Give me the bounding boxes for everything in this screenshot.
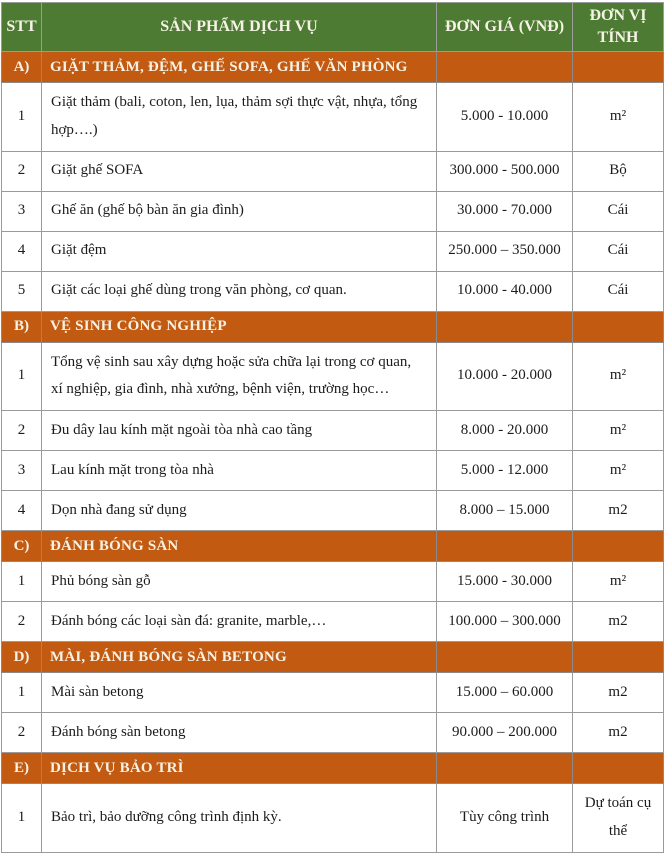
row-price: 15.000 - 30.000 [437,562,573,602]
row-price: 10.000 - 20.000 [437,342,573,411]
table-header-row [2,3,664,52]
row-service: Lau kính mặt trong tòa nhà [42,451,437,491]
section-empty-cell [437,531,573,562]
section-empty-cell [437,642,573,673]
row-price: 30.000 - 70.000 [437,191,573,231]
table-row [2,151,664,191]
table-row [2,231,664,271]
row-service: Phủ bóng sàn gỗ [42,562,437,602]
column-header-unit: ĐƠN VỊ TÍNH [573,3,664,52]
section-letter: A) [2,52,42,83]
column-header-service: SẢN PHẨM DỊCH VỤ [42,3,437,52]
row-service: Giặt thảm (bali, coton, len, lụa, thảm sợi thực vật, nhựa, tổng hợp….) [42,83,437,152]
row-price: 5.000 - 10.000 [437,83,573,152]
section-empty-cell [573,642,664,673]
table-row [2,491,664,531]
section-row-e [2,753,664,784]
row-service: Giặt ghế SOFA [42,151,437,191]
row-unit: Cái [573,191,664,231]
row-stt: 3 [2,451,42,491]
section-empty-cell [573,531,664,562]
section-row-a [2,52,664,83]
row-unit: m2 [573,602,664,642]
section-letter: D) [2,642,42,673]
row-unit: m² [573,562,664,602]
section-title: MÀI, ĐÁNH BÓNG SÀN BETONG [42,642,437,673]
row-service: Đánh bóng sàn betong [42,713,437,753]
row-service: Ghế ăn (ghế bộ bàn ăn gia đình) [42,191,437,231]
section-letter: B) [2,311,42,342]
table-row [2,713,664,753]
row-service: Dọn nhà đang sử dụng [42,491,437,531]
table-row [2,83,664,152]
row-stt: 1 [2,673,42,713]
table-row [2,451,664,491]
row-price: 8.000 - 20.000 [437,411,573,451]
row-stt: 2 [2,713,42,753]
section-title: ĐÁNH BÓNG SÀN [42,531,437,562]
section-empty-cell [573,753,664,784]
row-stt: 2 [2,411,42,451]
row-unit: m² [573,411,664,451]
section-empty-cell [573,52,664,83]
section-empty-cell [573,311,664,342]
row-stt: 1 [2,342,42,411]
table-row [2,191,664,231]
column-header-price: ĐƠN GIÁ (VNĐ) [437,3,573,52]
row-stt: 5 [2,271,42,311]
section-title: VỆ SINH CÔNG NGHIỆP [42,311,437,342]
section-letter: C) [2,531,42,562]
row-stt: 3 [2,191,42,231]
pricing-table [1,2,664,853]
section-row-c [2,531,664,562]
row-unit: m2 [573,673,664,713]
table-row [2,562,664,602]
section-row-d [2,642,664,673]
row-service: Giặt đệm [42,231,437,271]
row-stt: 2 [2,602,42,642]
row-unit: m² [573,83,664,152]
row-price: 90.000 – 200.000 [437,713,573,753]
row-unit: Bộ [573,151,664,191]
row-stt: 1 [2,562,42,602]
row-stt: 4 [2,491,42,531]
row-stt: 1 [2,784,42,853]
table-row [2,411,664,451]
row-price: 100.000 – 300.000 [437,602,573,642]
row-price: 8.000 – 15.000 [437,491,573,531]
section-letter: E) [2,753,42,784]
row-stt: 4 [2,231,42,271]
row-price: 15.000 – 60.000 [437,673,573,713]
row-service: Mài sàn betong [42,673,437,713]
table-row [2,342,664,411]
table-row [2,602,664,642]
row-unit: Dự toán cụ thể [573,784,664,853]
table-row [2,271,664,311]
row-unit: m² [573,342,664,411]
row-unit: Cái [573,231,664,271]
row-price: 300.000 - 500.000 [437,151,573,191]
row-service: Tổng vệ sinh sau xây dựng hoặc sửa chữa lại trong cơ quan, xí nghiệp, gia đình, nhà xưởng, bệnh viện, trường học… [42,342,437,411]
row-unit: m² [573,451,664,491]
section-row-b [2,311,664,342]
row-price: 10.000 - 40.000 [437,271,573,311]
table-row [2,673,664,713]
row-price: 5.000 - 12.000 [437,451,573,491]
section-title: DỊCH VỤ BẢO TRÌ [42,753,437,784]
row-service: Bảo trì, bảo dưỡng công trình định kỳ. [42,784,437,853]
row-service: Đu dây lau kính mặt ngoài tòa nhà cao tầng [42,411,437,451]
section-empty-cell [437,52,573,83]
row-stt: 2 [2,151,42,191]
row-service: Giặt các loại ghế dùng trong văn phòng, cơ quan. [42,271,437,311]
row-service: Đánh bóng các loại sàn đá: granite, marble,… [42,602,437,642]
section-empty-cell [437,311,573,342]
row-price: Tùy công trình [437,784,573,853]
section-empty-cell [437,753,573,784]
row-price: 250.000 – 350.000 [437,231,573,271]
row-stt: 1 [2,83,42,152]
table-row [2,784,664,853]
row-unit: m2 [573,491,664,531]
section-title: GIẶT THẢM, ĐỆM, GHẾ SOFA, GHẾ VĂN PHÒNG [42,52,437,83]
column-header-stt: STT [2,3,42,52]
row-unit: m2 [573,713,664,753]
row-unit: Cái [573,271,664,311]
